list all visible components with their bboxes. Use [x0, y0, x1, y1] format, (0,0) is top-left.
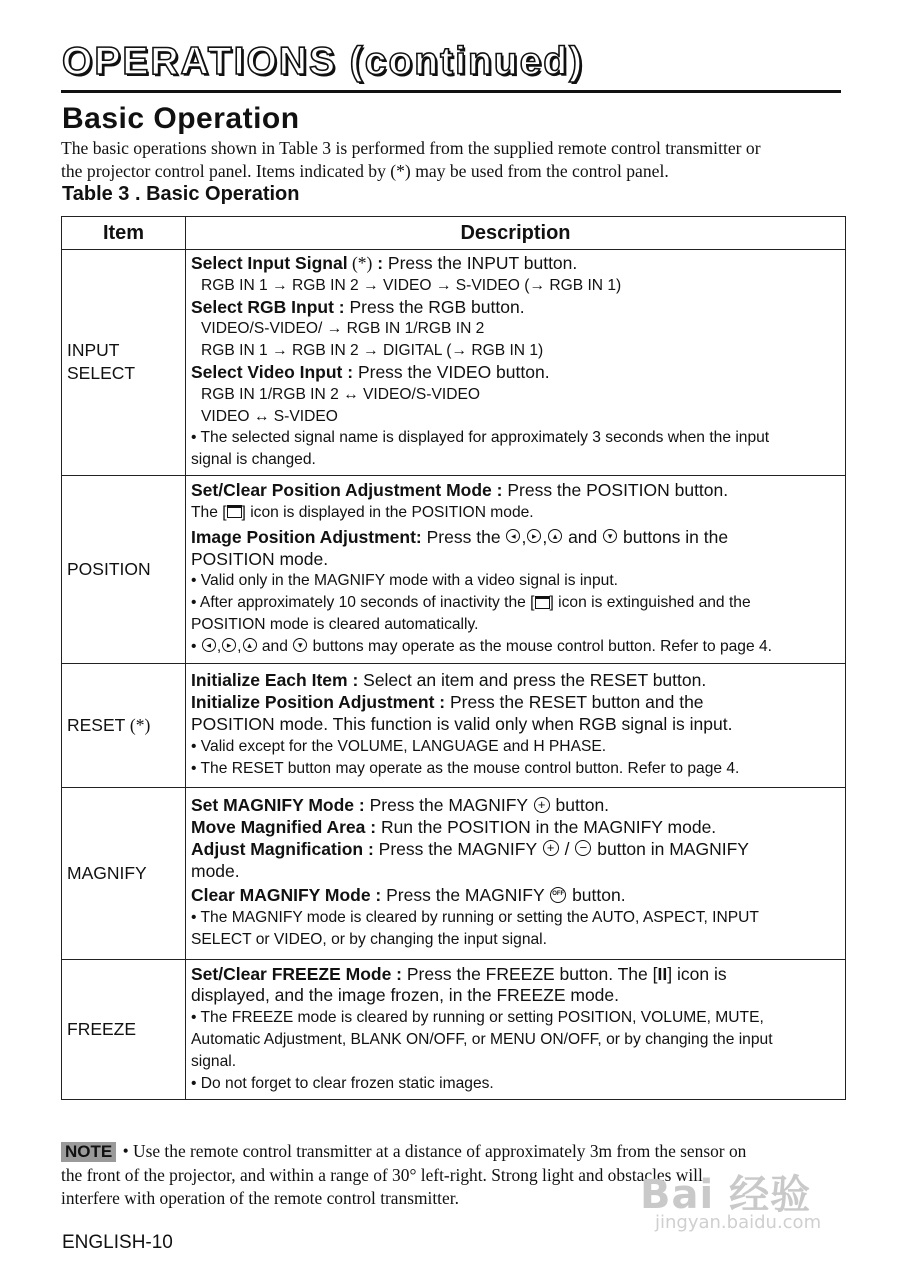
- table-caption: Table 3 . Basic Operation: [62, 183, 300, 205]
- magnify-plus-icon: +: [534, 797, 550, 813]
- item-label: SELECT: [67, 363, 136, 384]
- bullet-note: buttons may operate as the mouse control button. Refer to page 4.: [312, 637, 772, 655]
- intro-paragraph: [61, 137, 851, 183]
- term: Adjust Magnification :: [191, 838, 374, 859]
- bullet-note: • Valid except for the VOLUME, LANGUAGE and H PHASE.: [191, 737, 607, 755]
- term: Select RGB Input :: [191, 296, 345, 317]
- bullet-note: POSITION mode is cleared automatically.: [191, 616, 479, 634]
- bullet-note: signal.: [191, 1052, 237, 1070]
- down-arrow-icon: ▾: [603, 529, 617, 543]
- column-header-description: Description: [186, 217, 846, 250]
- description-cell: Set/Clear Position Adjustment Mode : Press the POSITION button. The [ ] icon is displayed in the POSITION mode. Image Position Adjustment: Press the ◂ , ▸ , ▴ and ▾ buttons in the POSITION mode. • Valid only in the MAGNIFY mode with a video signal is input. • After approximately 10 seconds of inactivity the [ ] icon is extinguished and the POSITION mode is cleared automatically. • ◂ , ▸ , ▴ and ▾ buttons may operate as the mouse control button. Refer to page 4.: [186, 475, 846, 663]
- term: :: [372, 253, 384, 273]
- down-arrow-icon: ▾: [293, 638, 307, 652]
- item-cell: [62, 787, 186, 959]
- bullet-note: • Valid only in the MAGNIFY mode with a video signal is input.: [191, 572, 618, 590]
- control-panel-mark: (*): [347, 253, 373, 273]
- right-arrow-icon: ▸: [527, 529, 541, 543]
- magnify-minus-icon: −: [575, 840, 591, 856]
- magnify-plus-icon: +: [543, 840, 559, 856]
- description-cell: [186, 959, 846, 1099]
- table-row: [62, 475, 846, 663]
- desc-text: mode.: [191, 860, 240, 881]
- term: Image Position Adjustment:: [191, 526, 422, 547]
- desc-text: buttons in the: [623, 526, 729, 547]
- signal-sequence: RGB IN 1/RGB IN 2 ↔ VIDEO/S-VIDEO: [201, 385, 481, 403]
- signal-sequence: VIDEO/S-VIDEO/ → RGB IN 1/RGB IN 2: [201, 320, 485, 338]
- desc-text: Press the RESET button and the: [445, 692, 704, 713]
- left-arrow-icon: ◂: [202, 638, 216, 652]
- desc-text: and: [568, 526, 598, 547]
- desc-text: Press the RGB button.: [344, 296, 525, 317]
- term: Initialize Each Item :: [191, 670, 359, 691]
- description-cell: [186, 663, 846, 787]
- bullet-note: • The selected signal name is displayed for approximately 3 seconds when the input: [191, 429, 770, 447]
- item-label-text: RESET: [67, 714, 130, 735]
- table-row: [62, 787, 846, 959]
- note-badge: NOTE: [61, 1142, 116, 1162]
- right-arrow-icon: ▸: [222, 638, 236, 652]
- term: Select Video Input :: [191, 361, 354, 382]
- page-number: ENGLISH-10: [62, 1232, 173, 1253]
- desc-text: Press the MAGNIFY: [381, 885, 545, 906]
- up-arrow-icon: ▴: [243, 638, 257, 652]
- desc-text: Press the MAGNIFY: [364, 795, 528, 816]
- desc-text: Run the POSITION in the MAGNIFY mode.: [376, 816, 717, 837]
- item-label: MAGNIFY: [67, 862, 147, 883]
- item-cell: [62, 959, 186, 1099]
- signal-sequence: RGB IN 1 → RGB IN 2 → DIGITAL (→ RGB IN 1): [201, 342, 544, 360]
- desc-text: and: [261, 637, 288, 655]
- term: Set/Clear FREEZE Mode :: [191, 963, 403, 984]
- item-label: [67, 714, 185, 737]
- section-heading: Basic Operation: [62, 102, 300, 135]
- item-label: POSITION: [67, 558, 151, 579]
- bullet-note: • The MAGNIFY mode is cleared by running or setting the AUTO, ASPECT, INPUT: [191, 909, 759, 927]
- intro-line: The basic operations shown in Table 3 is performed from the supplied remote control transmitter or: [61, 138, 761, 158]
- position-mode-icon: [227, 505, 242, 518]
- bullet-note: ] icon is extinguished and the: [549, 594, 751, 612]
- table-row: [62, 663, 846, 787]
- note-text: • Use the remote control transmitter at a distance of approximately 3m from the sensor on: [118, 1141, 747, 1161]
- term: Clear MAGNIFY Mode :: [191, 885, 382, 906]
- bullet-note: • Do not forget to clear frozen static images.: [191, 1074, 494, 1092]
- item-cell: [62, 250, 186, 476]
- bullet-mark: •: [191, 637, 197, 655]
- bullet-note: • After approximately 10 seconds of inactivity the [: [191, 594, 535, 612]
- table-row: [62, 250, 846, 476]
- desc-text: Press the FREEZE button. The [: [402, 963, 658, 984]
- desc-text: The [: [191, 504, 227, 522]
- desc-text: ] icon is displayed in the POSITION mode.: [241, 504, 534, 522]
- magnify-off-icon: OFF: [550, 887, 566, 903]
- item-label: FREEZE: [67, 1018, 137, 1039]
- table-row: [62, 959, 846, 1099]
- bullet-note: • The RESET button may operate as the mouse control button. Refer to page 4.: [191, 759, 740, 777]
- desc-text: Press the POSITION button.: [502, 480, 729, 501]
- item-cell: [62, 475, 186, 663]
- left-arrow-icon: ◂: [506, 529, 520, 543]
- bullet-note: signal is changed.: [191, 451, 316, 469]
- bullet-note: SELECT or VIDEO, or by changing the input signal.: [191, 930, 547, 948]
- header-rule: [61, 90, 841, 93]
- desc-text: POSITION mode.: [191, 548, 329, 569]
- signal-sequence: RGB IN 1 → RGB IN 2 → VIDEO → S-VIDEO (→ RGB IN 1): [201, 276, 622, 294]
- position-mode-icon: [535, 596, 550, 609]
- bullet-note: Automatic Adjustment, BLANK ON/OFF, or MENU ON/OFF, or by changing the input: [191, 1030, 773, 1048]
- description-cell: [186, 787, 846, 959]
- up-arrow-icon: ▴: [548, 529, 562, 543]
- note-text: interfere with operation of the remote control transmitter.: [61, 1188, 459, 1208]
- desc-text: Press the: [421, 526, 501, 547]
- watermark-url: jingyan.baidu.com: [655, 1212, 822, 1233]
- term: Select Input Signal: [191, 253, 348, 273]
- term: Set MAGNIFY Mode :: [191, 795, 365, 816]
- term: Move Magnified Area :: [191, 816, 377, 837]
- desc-text: ] icon is: [667, 963, 727, 984]
- table-header-row: [62, 217, 846, 250]
- term: Initialize Position Adjustment :: [191, 692, 446, 713]
- bullet-note: • The FREEZE mode is cleared by running or setting POSITION, VOLUME, MUTE,: [191, 1009, 764, 1027]
- page-header-title: OPERATIONS (continued): [62, 40, 585, 83]
- column-header-item: Item: [62, 217, 186, 250]
- control-panel-mark: (*): [129, 714, 151, 735]
- desc-text: Select an item and press the RESET button.: [358, 670, 707, 691]
- desc-text: Press the VIDEO button.: [353, 361, 550, 382]
- desc-text: POSITION mode. This function is valid only when RGB signal is input.: [191, 714, 733, 735]
- term: Set/Clear Position Adjustment Mode :: [191, 480, 503, 501]
- desc-text: Press the MAGNIFY: [373, 838, 537, 859]
- note-text: the front of the projector, and within a range of 30° left-right. Strong light and obstacles will: [61, 1164, 703, 1185]
- intro-line: the projector control panel. Items indicated by (*) may be used from the control panel.: [61, 161, 669, 181]
- desc-text: button.: [555, 795, 610, 816]
- signal-sequence: VIDEO ↔ S-VIDEO: [201, 407, 338, 425]
- desc-text: button.: [572, 885, 626, 906]
- desc-text: button in MAGNIFY: [597, 838, 749, 859]
- item-cell: [62, 663, 186, 787]
- item-label: INPUT: [67, 340, 120, 361]
- desc-text: /: [564, 838, 570, 859]
- basic-operation-table: [61, 216, 846, 1100]
- desc-text: Press the INPUT button.: [383, 253, 578, 273]
- pause-icon: II: [657, 963, 668, 984]
- desc-text: displayed, and the image frozen, in the FREEZE mode.: [191, 985, 620, 1006]
- description-cell: [186, 250, 846, 476]
- watermark-logo: Bai 经验: [640, 1172, 812, 1218]
